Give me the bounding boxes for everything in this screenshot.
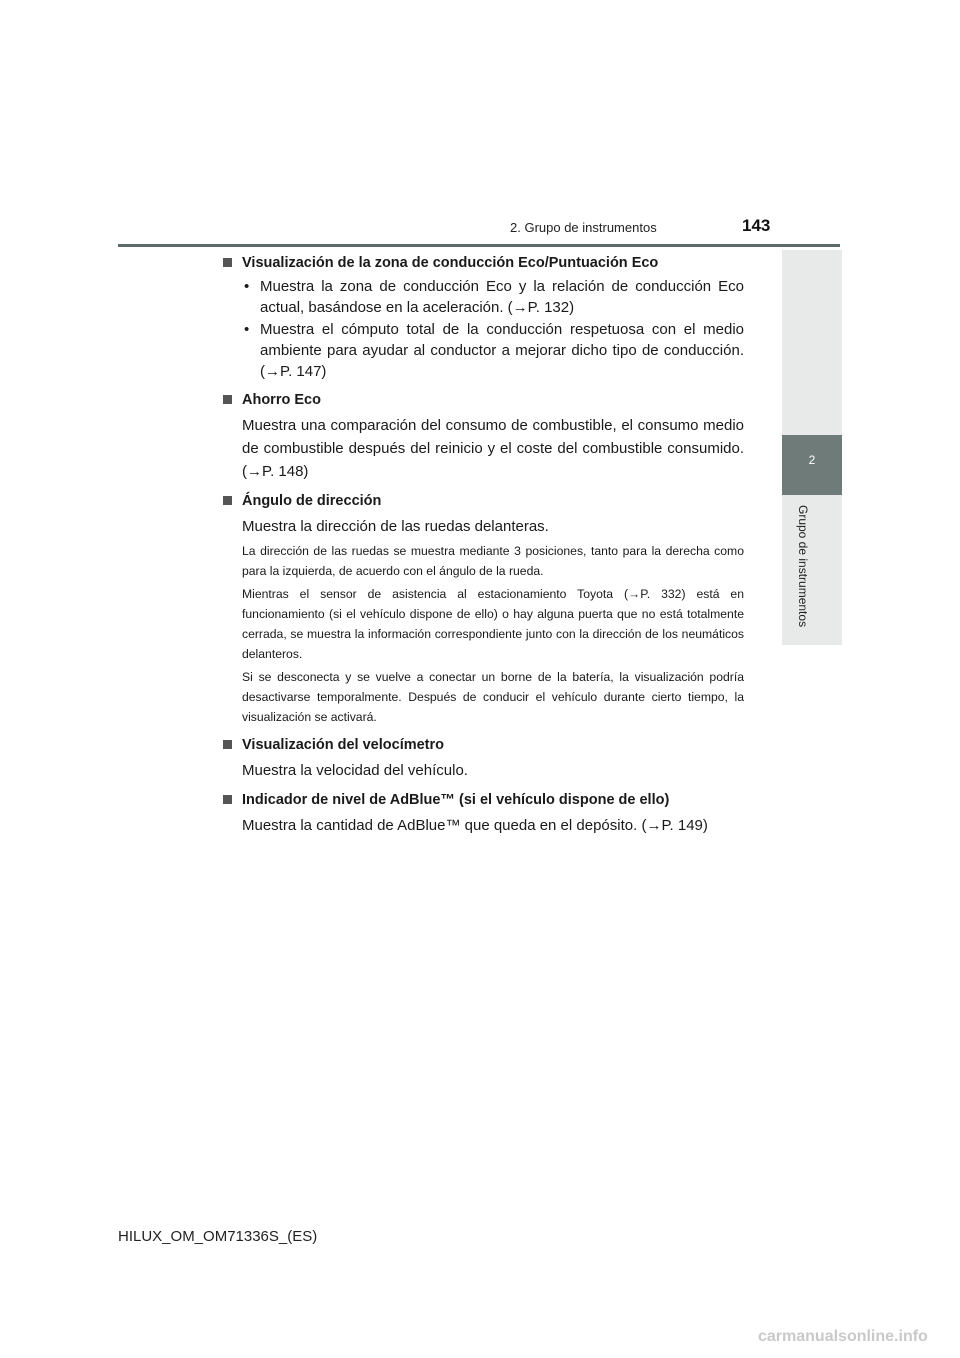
section-title: [222, 789, 744, 812]
section-steering-angle: [222, 490, 744, 727]
list-item-text: Muestra el cómputo total de la conducción respetuosa con el medio ambiente para ayudar al conductor a mejorar dicho tipo de conducción. (→P. 147): [260, 321, 744, 380]
chapter-tab-number: 2: [808, 453, 816, 467]
section-body: Muestra la dirección de las ruedas delanteras.: [242, 518, 549, 535]
list-item: [222, 319, 744, 382]
running-header: 2. Grupo de instrumentos: [510, 220, 657, 235]
section-speedometer: [222, 734, 744, 782]
section-body: Muestra una comparación del consumo de combustible, el consumo medio de combustible después del reinicio y el coste del combustible consumido. (→P. 148): [242, 417, 744, 480]
section-title-text: Ángulo de dirección: [242, 493, 382, 509]
chapter-tab-label: Grupo de instrumentos: [796, 505, 810, 628]
section-body: Muestra la velocidad del vehículo.: [242, 762, 468, 779]
chapter-tab: [782, 435, 842, 495]
list-item-text: Muestra la zona de conducción Eco y la relación de conducción Eco actual, basándose en la aceleración. (→P. 132): [260, 278, 744, 316]
section-title-text: Visualización de la zona de conducción Eco/Puntuación Eco: [242, 255, 659, 271]
section-title-text: Indicador de nivel de AdBlue™ (si el vehículo dispone de ello): [242, 792, 670, 808]
section-title-text: Ahorro Eco: [242, 392, 321, 408]
document-code: HILUX_OM_OM71336S_(ES): [118, 1228, 318, 1245]
bullet-dot-icon: •: [244, 321, 250, 338]
section-title: [222, 734, 744, 757]
section-note: La dirección de las ruedas se muestra mediante 3 posiciones, tanto para la derecha como para la izquierda, de acuerdo con el ángulo de la rueda.: [242, 544, 744, 578]
section-adblue-level: [222, 789, 744, 837]
section-title: [222, 389, 744, 412]
square-bullet-icon: [223, 740, 232, 749]
page-number: 143: [742, 216, 771, 235]
section-note: Si se desconecta y se vuelve a conectar un borne de la batería, la visualización podría desactivarse temporalmente. Después de conducir el vehículo durante cierto tiempo, la visualización se activará.: [242, 670, 744, 724]
side-bar-upper: [782, 250, 842, 435]
section-eco-savings: [222, 389, 744, 483]
page-content: [222, 252, 744, 844]
side-bar-lower: [782, 495, 842, 645]
header-rule: [118, 244, 840, 247]
section-title: [222, 490, 744, 513]
section-body: Muestra la cantidad de AdBlue™ que queda en el depósito. (→P. 149): [242, 817, 708, 834]
square-bullet-icon: [223, 395, 232, 404]
square-bullet-icon: [223, 258, 232, 267]
section-title-text: Visualización del velocímetro: [242, 737, 445, 753]
section-note: Mientras el sensor de asistencia al estacionamiento Toyota (→P. 332) está en funcionamiento (si el vehículo dispone de ello) o hay alguna puerta que no está totalmente cerrada, se muestra la información correspondiente junto con la dirección de los neumáticos delanteros.: [242, 587, 744, 661]
bullet-dot-icon: •: [244, 278, 250, 295]
watermark: carmanualsonline.info: [758, 1328, 928, 1345]
section-title: [222, 252, 744, 275]
list-item: [222, 276, 744, 318]
square-bullet-icon: [223, 795, 232, 804]
square-bullet-icon: [223, 496, 232, 505]
section-eco-zone: [222, 252, 744, 382]
